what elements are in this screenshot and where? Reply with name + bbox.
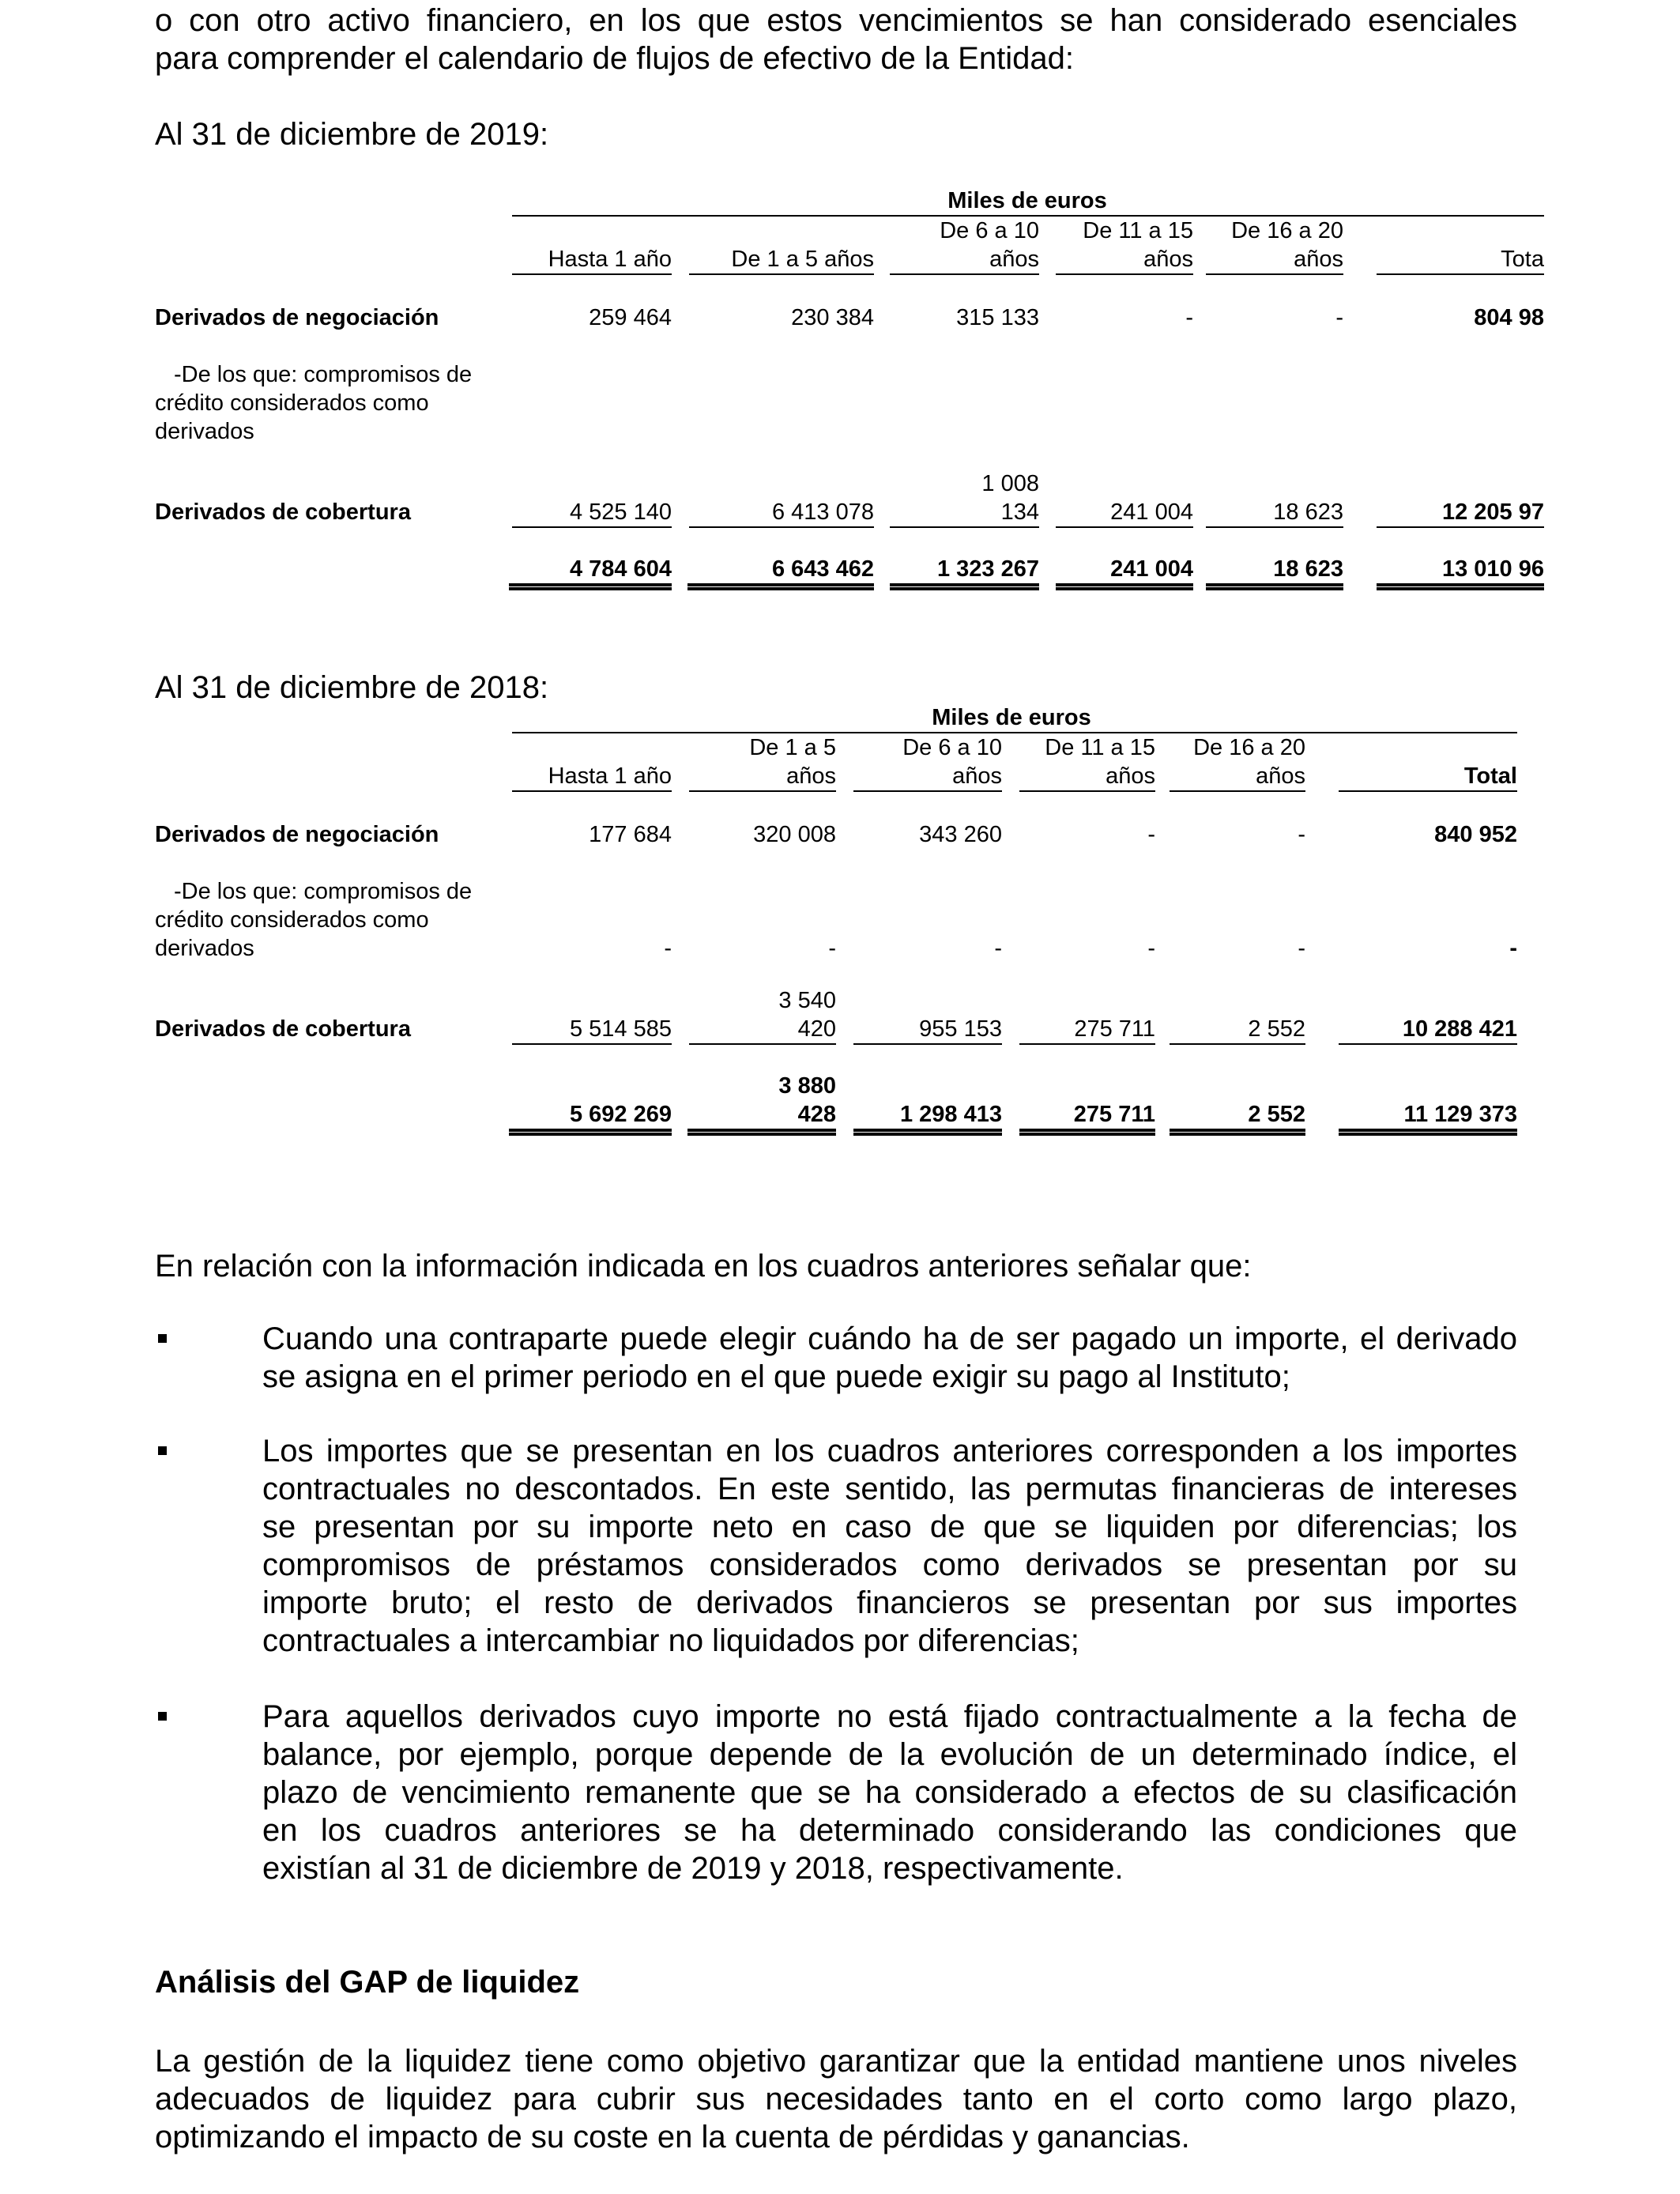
t19-total-v3: 1 323 267 (936, 556, 1039, 582)
t19-trading-v1: 259 464 (589, 305, 672, 330)
gap-paragraph: La gestión de la liquidez tiene como objetivo garantizar que la entidad mantiene unos niveles adecuados de liquidez para cubrir sus necesidades tanto en el corto como largo plazo, optimizando el impacto de su coste en la cuenta de pérdidas y ganancias. (155, 2044, 1517, 2154)
t19-total-v2: 6 643 462 (771, 556, 874, 582)
t18-header-col3-l2: años (952, 763, 1002, 789)
bullet-icon (158, 1334, 167, 1343)
t19-trading-v5: - (1335, 305, 1343, 330)
t18-header-col4-l2: años (1106, 763, 1155, 789)
t18-commit-v1: - (664, 936, 672, 961)
t18-hedge-v2-l1: 3 540 (778, 988, 836, 1013)
t19-total-v6: 13 010 96 (1441, 556, 1544, 582)
t19-trading-v4: - (1185, 305, 1193, 330)
t19-hedge-v3-l1: 1 008 (981, 471, 1039, 496)
t19-header-col4-l1: De 11 a 15 (1083, 218, 1193, 243)
t19-header-col2: De 1 a 5 años (731, 247, 874, 272)
relation-intro: En relación con la información indicada en los cuadros anteriores señalar que: (155, 1249, 1252, 1284)
t19-trading-v2: 230 384 (791, 305, 874, 330)
t18-trading-v2: 320 008 (753, 822, 836, 847)
intro-line-1: o con otro activo financiero, en los que estos vencimientos se han considerado esenciales (155, 3, 1517, 38)
t19-double-rule-1 (509, 583, 672, 590)
t19-double-rule-4 (1056, 583, 1193, 590)
t18-row-commit-label-2: crédito considerados como (155, 907, 429, 933)
t19-row-trading-label: Derivados de negociación (155, 305, 439, 330)
t18-trading-v6: 840 952 (1434, 822, 1517, 847)
t18-header-col4-l1: De 11 a 15 (1045, 735, 1155, 760)
t18-header-col2-l2: años (786, 763, 836, 789)
t18-trading-v5: - (1298, 822, 1305, 847)
t19-row-commit-label-1: -De los que: compromisos de (174, 362, 473, 387)
t19-header-col5-l2: años (1294, 247, 1343, 272)
intro-paragraph (155, 2, 1517, 77)
t18-commit-v6: - (1509, 936, 1517, 961)
t19-total-v4: 241 004 (1110, 556, 1193, 582)
t19-trading-v6: 804 98 (1474, 305, 1544, 330)
t18-total-v2-l1: 3 880 (778, 1073, 836, 1099)
t18-total-v2-l2: 428 (797, 1102, 836, 1127)
table-2019-group-header: Miles de euros (947, 188, 1107, 213)
t18-commit-v5: - (1298, 936, 1305, 961)
bullet-icon (158, 1446, 167, 1455)
t19-header-col3-l2: años (989, 247, 1039, 272)
t18-double-rule-3 (853, 1129, 1002, 1136)
t18-header-col6: Total (1463, 763, 1517, 789)
t19-hedge-v6: 12 205 97 (1441, 499, 1544, 525)
t19-hedge-v3-l2: 134 (1000, 499, 1039, 525)
t18-hedge-v2-l2: 420 (797, 1016, 836, 1042)
intro-line-2: para comprender el calendario de flujos de efectivo de la Entidad: (155, 41, 1074, 76)
bullet-item-3: Para aquellos derivados cuyo importe no está fijado contractualmente a la fecha de balance, por ejemplo, porque depende de la evolución de un determinado índice, el plazo de vencimiento remanente que se ha considerado a efectos de su clasificación en los cuadros anteriores se ha determinado considerando las condiciones que existían al 31 de diciembre de 2019 y 2018, respectivamente. (262, 1699, 1517, 1886)
t18-double-rule-1 (509, 1129, 672, 1136)
t19-row-hedge-label: Derivados de cobertura (155, 499, 411, 525)
t18-row-trading-label: Derivados de negociación (155, 822, 439, 847)
t19-row-commit-label-3: derivados (155, 419, 254, 444)
bullet-item-1: Cuando una contraparte puede elegir cuándo ha de ser pagado un importe, el derivado se asigna en el primer periodo en el que puede exigir su pago al Instituto; (262, 1321, 1517, 1394)
table-2018-caption: Al 31 de diciembre de 2018: (155, 670, 549, 705)
t18-commit-v2: - (828, 936, 836, 961)
t18-trading-v3: 343 260 (919, 822, 1002, 847)
t18-header-col2-l1: De 1 a 5 (749, 735, 836, 760)
table-2018-group-rule (512, 732, 1517, 733)
t18-total-v6: 11 129 373 (1403, 1102, 1517, 1127)
table-2018-group-header: Miles de euros (932, 705, 1091, 730)
t18-double-rule-6 (1339, 1129, 1517, 1136)
t19-double-rule-6 (1377, 583, 1544, 590)
t19-hedge-v1: 4 525 140 (569, 499, 672, 525)
t19-header-col1: Hasta 1 año (548, 247, 672, 272)
t18-total-v3: 1 298 413 (899, 1102, 1002, 1127)
bullet-item-2: Los importes que se presentan en los cuadros anteriores corresponden a los importes contractuales no descontados. En este sentido, las permutas financieras de intereses se presentan por su importe neto en caso de que se liquiden por diferencias; los compromisos de préstamos considerados como derivados se presentan por su importe bruto; el resto de derivados financieros se presentan por sus importes contractuales a intercambiar no liquidados por diferencias; (262, 1434, 1517, 1658)
t19-hedge-v5: 18 623 (1273, 499, 1343, 525)
t18-hedge-v5: 2 552 (1248, 1016, 1305, 1042)
t18-row-commit-label-3: derivados (155, 936, 254, 961)
t19-total-v5: 18 623 (1273, 556, 1343, 582)
t18-header-col5-l1: De 16 a 20 (1193, 735, 1305, 760)
t18-commit-v3: - (994, 936, 1002, 961)
t18-commit-v4: - (1147, 936, 1155, 961)
t18-row-hedge-label: Derivados de cobertura (155, 1016, 411, 1042)
t18-row-commit-label-1: -De los que: compromisos de (174, 879, 473, 904)
t19-header-col4-l2: años (1143, 247, 1193, 272)
t19-hedge-v4: 241 004 (1110, 499, 1193, 525)
t18-header-col5-l2: años (1256, 763, 1305, 789)
t18-double-rule-5 (1170, 1129, 1305, 1136)
t19-header-col5-l1: De 16 a 20 (1231, 218, 1343, 243)
t18-hedge-v1: 5 514 585 (569, 1016, 672, 1042)
t18-total-v4: 275 711 (1073, 1102, 1155, 1127)
t19-total-v1: 4 784 604 (569, 556, 672, 582)
t19-header-col3-l1: De 6 a 10 (940, 218, 1039, 243)
t18-header-col1: Hasta 1 año (548, 763, 672, 789)
t19-double-rule-5 (1206, 583, 1343, 590)
t18-hedge-v4: 275 711 (1074, 1016, 1155, 1042)
table-2019-caption: Al 31 de diciembre de 2019: (155, 117, 549, 152)
t18-double-rule-2 (687, 1129, 836, 1136)
t18-double-rule-4 (1019, 1129, 1155, 1136)
t19-double-rule-3 (890, 583, 1039, 590)
t18-total-v5: 2 552 (1248, 1102, 1305, 1127)
t19-header-col6: Tota (1501, 247, 1544, 272)
t19-double-rule-2 (687, 583, 874, 590)
section-heading-gap: Análisis del GAP de liquidez (155, 1965, 580, 2000)
t18-trading-v4: - (1147, 822, 1155, 847)
t18-header-col3-l1: De 6 a 10 (902, 735, 1002, 760)
t18-hedge-v6: 10 288 421 (1402, 1016, 1517, 1042)
t18-trading-v1: 177 684 (589, 822, 672, 847)
t18-total-v1: 5 692 269 (569, 1102, 672, 1127)
t19-trading-v3: 315 133 (956, 305, 1039, 330)
t19-hedge-v2: 6 413 078 (771, 499, 874, 525)
bullet-icon (158, 1712, 167, 1721)
t19-row-commit-label-2: crédito considerados como (155, 390, 429, 416)
t18-hedge-v3: 955 153 (919, 1016, 1002, 1042)
